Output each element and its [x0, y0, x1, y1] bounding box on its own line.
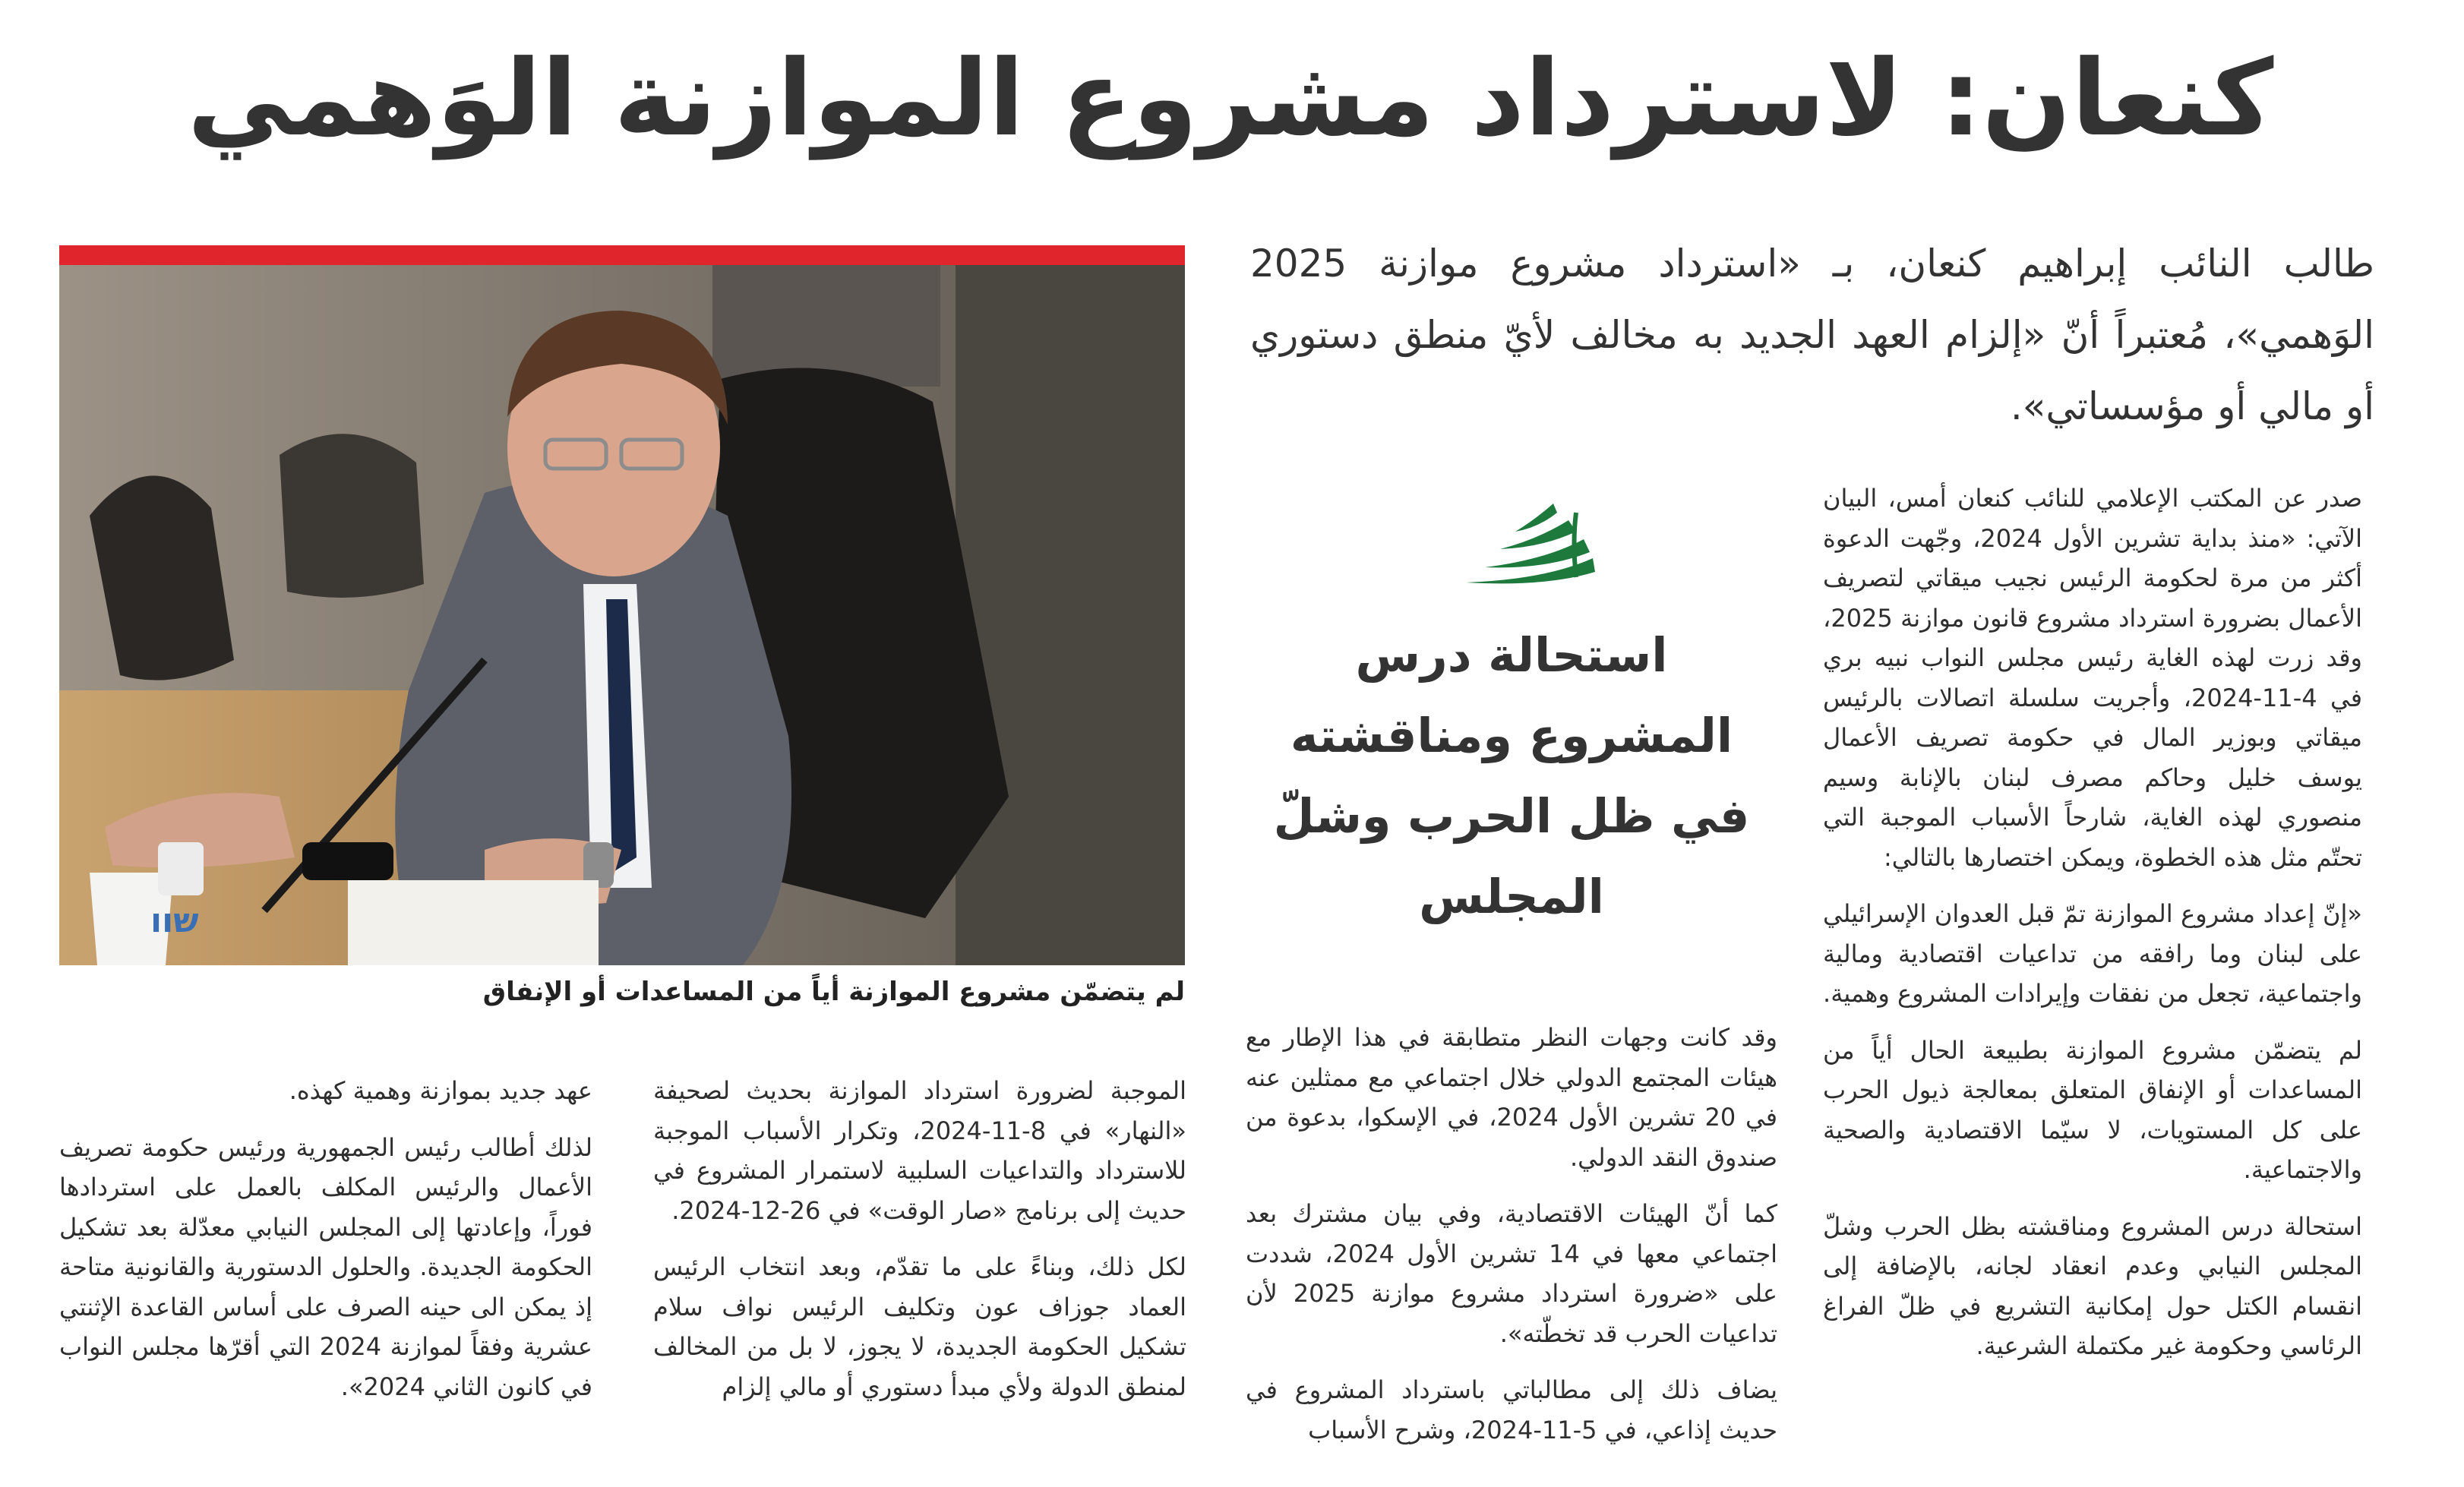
cedar-logo-icon	[1462, 497, 1595, 585]
paragraph: الموجبة لضرورة استرداد الموازنة بحديث لصحيفة «النهار» في 8-11-2024، وتكرار الأسباب الموجبة للاسترداد والتداعيات السلبية لاستمرار المشروع في حديث إلى برنامج «صار الوقت» في 26-12-2024.	[653, 1076, 1186, 1225]
article-photo	[59, 245, 1185, 965]
paragraph: لم يتضمّن مشروع الموازنة بطبيعة الحال أياً من المساعدات أو الإنفاق المتعلق بمعالجة ذيول الحرب على كل المستويات، لا سيّما الاقتصادية والصحية والاجتماعية.	[1823, 1035, 2362, 1184]
paragraph: لكل ذلك، وبناءً على ما تقدّم، وبعد انتخاب الرئيس العماد جوزاف عون وتكليف الرئيس نواف سلام تشكيل الحكومة الجديدة، لا يجوز، لا بل من المخالف لمنطق الدولة ولأي مبدأ دستوري أو مالي إلزام	[653, 1252, 1186, 1401]
photo-illustration	[59, 265, 1185, 965]
paragraph: كما أنّ الهيئات الاقتصادية، وفي بيان مشترك بعد اجتماعي معها في 14 تشرين الأول 2024، شددت على «ضرورة استرداد مشروع موازنة 2025 لأن تداعيات الحرب قد تخطّته».	[1246, 1199, 1778, 1348]
article-column-1	[1823, 478, 2362, 1383]
mug-text: שוו	[150, 901, 199, 940]
photo-accent-bar	[59, 245, 1185, 265]
headline: كنعان: لاسترداد مشروع الموازنة الوَهمي	[187, 37, 2274, 159]
article-column-2	[1246, 1018, 1777, 1466]
photo-image	[59, 265, 1185, 965]
pull-quote: استحالة درس المشروع ومناقشته في ظل الحرب وشلّ المجلس	[1273, 627, 1750, 924]
article-column-3	[653, 1071, 1186, 1423]
lede-paragraph: طالب النائب إبراهيم كنعان، بـ «استرداد مشروع موازنة 2025 الوَهمي»، مُعتبراً أنّ «إلزام العهد الجديد به مخالف لأيّ منطق دستوري أو مالي أو مؤسساتي».	[1250, 242, 2374, 428]
photo-caption: لم يتضمّن مشروع الموازنة أياً من المساعدات أو الإنفاق	[482, 977, 1185, 1007]
paragraph: وقد كانت وجهات النظر متطابقة في هذا الإطار مع هيئات المجتمع الدولي خلال اجتماعي مع ممثلين عنه في 20 تشرين الأول 2024، في الإسكوا، بدعوة من صندوق النقد الدولي.	[1246, 1023, 1778, 1172]
paragraph: استحالة درس المشروع ومناقشته بظل الحرب وشلّ المجلس النيابي وعدم انعقاد لجانه، بالإضافة إلى انقسام الكتل حول إمكانية التشريع في ظلّ الفراغ الرئاسي وحكومة غير مكتملة الشرعية.	[1823, 1211, 2362, 1360]
paragraph: يضاف ذلك إلى مطالباتي باسترداد المشروع في حديث إذاعي، في 5-11-2024، وشرح الأسباب	[1246, 1375, 1777, 1444]
paragraph: صدر عن المكتب الإعلامي للنائب كنعان أمس، البيان الآتي: «منذ بداية تشرين الأول 2024، وجّهت الدعوة أكثر من مرة لحكومة الرئيس نجيب ميقاتي لتصريف الأعمال بضرورة استرداد مشروع قانون موازنة 2025، وقد زرت لهذه الغاية رئيس مجلس النواب نبيه بري في 4-11-2024، وأجريت سلسلة اتصالات بالرئيس ميقاتي وبوزير المال في حكومة تصريف الأعمال يوسف خليل وحاكم مصرف لبنان بالإنابة وسيم منصوري لهذه الغاية، شارحاً الأسباب الموجبة التي تحتّم مثل هذه الخطوة، ويمكن اختصارها بالتالي:	[1823, 484, 2362, 872]
article-column-4	[59, 1071, 592, 1423]
paragraph: عهد جديد بموازنة وهمية كهذه.	[289, 1076, 592, 1105]
paragraph: «إنّ إعداد مشروع الموازنة تمّ قبل العدوان الإسرائيلي على لبنان وما رافقه من تداعيات اقتصادية ومالية واجتماعية، تجعل من نفقات وإيرادات المشروع وهمية.	[1823, 899, 2362, 1008]
paragraph: لذلك أطالب رئيس الجمهورية ورئيس حكومة تصريف الأعمال والرئيس المكلف بالعمل على استردادها فوراً، وإعادتها إلى المجلس النيابي معدّلة بعد تشكيل الحكومة الجديدة. والحلول الدستورية والقانونية متاحة إذ يمكن الى حينه الصرف على أساس القاعدة الإثنتي عشرية وفقاً لموازنة 2024 التي أقرّها مجلس النواب في كانون الثاني 2024».	[59, 1132, 593, 1401]
